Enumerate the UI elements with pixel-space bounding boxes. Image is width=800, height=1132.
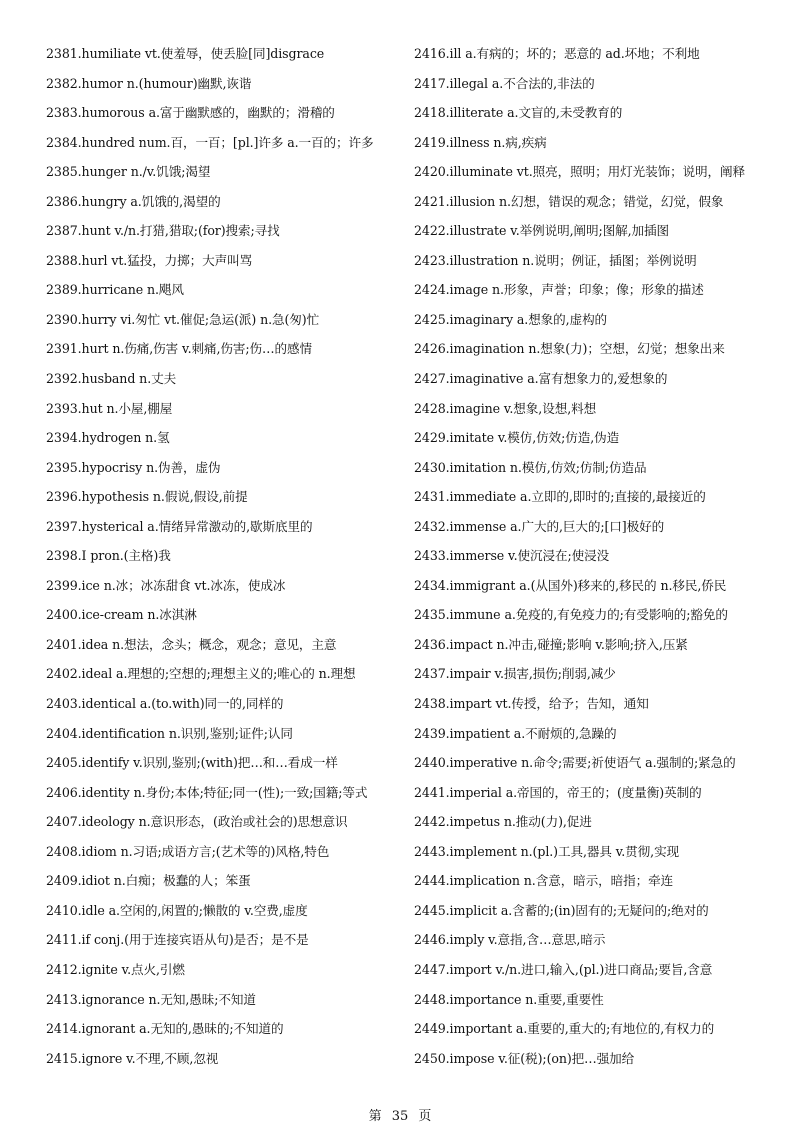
vocab-entry: 2440.imperative n.命令;需要;祈使语气 a.强制的;紧急的 [414,755,736,771]
vocab-entry: 2381.humiliate vt.使羞辱，使丢脸[同]disgrace [46,46,325,61]
vocab-entry: 2415.ignore v.不理,不顾,忽视 [46,1050,219,1066]
vocab-entry: 2416.ill a.有病的；坏的；恶意的 ad.坏地；不利地 [414,46,700,61]
vocab-entry: 2395.hypocrisy n.伪善，虚伪 [46,459,221,475]
vocab-entry: 2412.ignite v.点火,引燃 [46,961,185,977]
vocab-entry: 2448.importance n.重要,重要性 [414,991,604,1007]
vocab-entry: 2406.identity n.身份;本体;特征;同一(性);一致;国籍;等式 [46,784,368,800]
vocab-entry: 2421.illusion n.幻想，错误的观念；错觉，幻觉，假象 [414,193,724,209]
vocab-entry: 2420.illuminate vt.照亮，照明；用灯光装饰；说明，阐释 [414,164,746,180]
page-label-prefix: 第 [368,1109,382,1124]
vocab-entry: 2405.identify v.识别,鉴别;(with)把…和…看成一样 [46,755,338,771]
vocab-entry: 2444.implication n.含意，暗示，暗指；牵连 [414,873,674,889]
vocab-entry: 2392.husband n.丈夫 [46,371,177,387]
vocab-entry: 2422.illustrate v.举例说明,阐明;图解,加插图 [414,223,670,239]
vocab-entry: 2437.impair v.损害,损伤;削弱,减少 [414,666,616,682]
vocab-entry: 2391.hurt n.伤痛,伤害 v.刺痛,伤害;伤…的感情 [46,341,312,357]
vocab-entry: 2446.imply v.意指,含…意思,暗示 [414,932,606,948]
vocab-entry: 2450.impose v.征(税);(on)把…强加给 [414,1050,635,1066]
vocab-entry: 2404.identification n.识别,鉴别;证件;认同 [46,725,293,741]
vocab-entry: 2413.ignorance n.无知,愚昧;不知道 [46,991,256,1007]
vocab-entry: 2408.idiom n.习语;成语方言;(艺术等的)风格,特色 [46,843,330,859]
vocab-entry: 2390.hurry vi.匆忙 vt.催促;急运(派) n.急(匆)忙 [46,311,320,327]
vocab-entry: 2411.if conj.(用于连接宾语从句)是否；是不是 [46,932,309,948]
vocab-entry: 2439.impatient a.不耐烦的,急躁的 [414,725,617,741]
page-number: 35 [391,1109,409,1124]
vocab-entry: 2388.hurl vt.猛投，力掷；大声叫骂 [46,252,253,268]
vocab-entry: 2402.ideal a.理想的;空想的;理想主义的;唯心的 n.理想 [46,666,356,682]
vocab-entry: 2419.illness n.病,疾病 [414,134,547,150]
vocab-entry: 2436.impact n.冲击,碰撞;影响 v.影响;挤入,压紧 [414,636,688,652]
vocab-entry: 2397.hysterical a.情绪异常激动的,歇斯底里的 [46,518,313,534]
vocab-entry: 2426.imagination n.想象(力)；空想，幻觉；想象出来 [414,341,725,357]
vocab-entry: 2418.illiterate a.文盲的,未受教育的 [414,105,623,121]
vocab-entry: 2445.implicit a.含蓄的;(in)固有的;无疑问的;绝对的 [414,902,709,918]
vocab-entry: 2435.immune a.免疫的,有免疫力的;有受影响的;豁免的 [414,607,728,623]
vocab-entry: 2383.humorous a.富于幽默感的，幽默的；滑稽的 [46,105,335,121]
vocab-entry: 2431.immediate a.立即的,即时的;直接的,最接近的 [414,489,706,505]
vocab-entry: 2434.immigrant a.(从国外)移来的,移民的 n.移民,侨民 [414,577,727,593]
vocab-entry: 2427.imaginative a.富有想象力的,爱想象的 [414,371,668,387]
vocab-entry: 2438.impart vt.传授，给予；告知，通知 [414,696,649,712]
vocab-entry: 2423.illustration n.说明；例证，插图；举例说明 [414,252,697,268]
vocab-entry: 2433.immerse v.使沉浸在;使浸没 [414,548,610,564]
page-footer [0,1105,800,1124]
vocab-entry: 2387.hunt v./n.打猎,猎取;(for)搜索;寻找 [46,223,280,239]
vocab-entry: 2399.ice n.冰；冰冻甜食 vt.冰冻，使成冰 [46,577,286,593]
vocab-entry: 2425.imaginary a.想象的,虚构的 [414,311,608,327]
vocab-entry: 2428.imagine v.想象,设想,料想 [414,400,597,416]
vocab-entry: 2447.import v./n.进口,输入,(pl.)进口商品;要旨,含意 [414,961,713,977]
page-label-suffix: 页 [418,1109,432,1124]
vocab-entry: 2429.imitate v.模仿,仿效;仿造,伪造 [414,430,620,446]
vocab-entry: 2385.hunger n./v.饥饿;渴望 [46,164,211,180]
vocab-entry: 2394.hydrogen n.氢 [46,430,170,446]
vocab-entry: 2407.ideology n.意识形态，(政治或社会的)思想意识 [46,814,348,830]
left-column [46,39,406,1073]
vocab-entry: 2432.immense a.广大的,巨大的;[口]极好的 [414,518,665,534]
vocab-entry: 2398.I pron.(主格)我 [46,548,171,564]
vocab-entry: 2449.important a.重要的,重大的;有地位的,有权力的 [414,1021,715,1037]
vocab-entry: 2384.hundred num.百，一百；[pl.]许多 a.一百的；许多 [46,134,374,150]
vocab-entry: 2393.hut n.小屋,棚屋 [46,400,173,416]
vocab-entry: 2441.imperial a.帝国的，帝王的；(度量衡)英制的 [414,784,702,800]
vocab-entry: 2389.hurricane n.飓风 [46,282,184,298]
vocab-entry: 2424.image n.形象，声誉；印象；像；形象的描述 [414,282,704,298]
vocab-entry: 2401.idea n.想法，念头；概念，观念；意见，主意 [46,636,337,652]
vocab-entry: 2409.idiot n.白痴；极蠢的人；笨蛋 [46,873,251,889]
right-column [414,39,790,1073]
vocab-entry: 2403.identical a.(to.with)同一的,同样的 [46,696,284,712]
vocab-entry: 2442.impetus n.推动(力),促进 [414,814,592,830]
vocab-entry: 2410.idle a.空闲的,闲置的;懒散的 v.空费,虚度 [46,902,308,918]
vocab-entry: 2386.hungry a.饥饿的,渴望的 [46,193,221,209]
vocab-entry: 2414.ignorant a.无知的,愚昧的;不知道的 [46,1021,284,1037]
vocab-entry: 2430.imitation n.模仿,仿效;仿制;仿造品 [414,459,647,475]
vocab-entry: 2382.humor n.(humour)幽默,诙谐 [46,75,252,91]
vocab-entry: 2400.ice-cream n.冰淇淋 [46,607,197,623]
vocab-entry: 2443.implement n.(pl.)工具,器具 v.贯彻,实现 [414,843,680,859]
vocab-entry: 2396.hypothesis n.假说,假设,前提 [46,489,248,505]
vocab-entry: 2417.illegal a.不合法的,非法的 [414,75,595,91]
